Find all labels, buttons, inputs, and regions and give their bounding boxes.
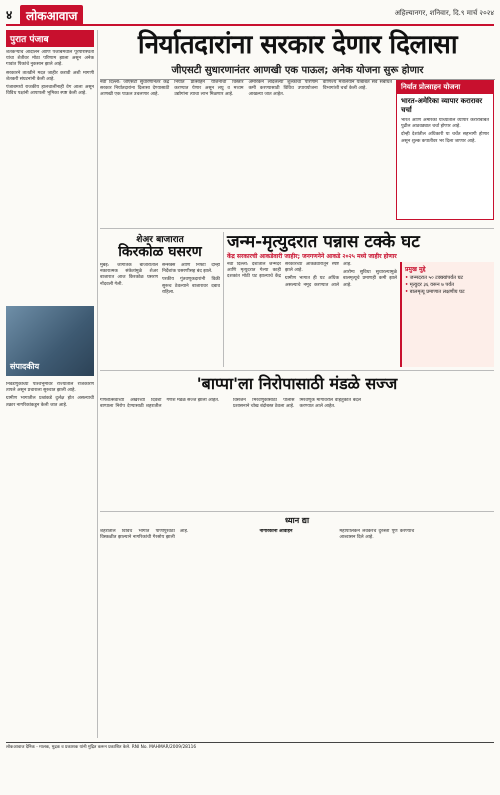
paragraph: निवडणुकीच्या पार्श्वभूमीवर राज्यातील राजकारण तापले असून प्रचाराला सुरुवात झाली आहे. [6,382,94,394]
key-figure-text: मृत्युदर ३६ वरून ७ पर्यंत [409,282,455,288]
photo-label: संपादकीय [10,362,40,371]
key-figures-box [400,262,494,367]
market-title: किरकोळ घसरण [118,244,202,260]
key-figure-item: • जन्मदरात ५० टक्क्यांपर्यंत घट [405,275,464,281]
imprint-footer [6,742,494,790]
right-box-kicker: निर्यात प्रोत्साहन योजना [397,81,493,94]
paragraph: भारत आणि अमेरिका यांच्यातील व्यापार कराराबाबत पुढील आठवड्यात चर्चा होणार आहे. [401,118,489,130]
lead-subheadline: जीएसटी सुधारणानंतर आणखी एक पाऊल; अनेक योजना सुरू होणार [100,62,495,80]
right-box-title: भारत-अमेरिका व्यापार करारावर चर्चा [401,97,483,114]
editorial-photo [6,306,94,376]
lower-story [100,515,494,737]
market-kicker: शेअर बाजारात [136,235,184,245]
paragraph: नवी दिल्ली: देशातील जन्मदर आणि मृत्युदरात गेल्या काही दशकांत मोठी घट झाल्याचे केंद्र सरकारच्या आकडेवारीतून स्पष्ट झाले आहे. [227,262,339,280]
paragraph: परकीय गुंतवणूकदारांनी विक्री सुरूच ठेवल्याने बाजारावर दबाव राहिला. [162,277,220,295]
left-article-body [6,50,94,300]
newspaper-logo: लोकआवाज [20,5,83,26]
bappa-body [100,398,494,508]
right-box-body [397,118,493,218]
paragraph: अमेरिकेने लादलेल्या शुल्कांचा परिणाम कमी करण्यासाठी विविध उपाययोजना आखल्या जात आहेत. [248,80,318,98]
column-divider [97,30,98,738]
lead-headline: निर्यातदारांना सरकार देणार दिलासा [137,30,458,60]
key-figure-item: • मृत्युदर ३६ वरून ७ पर्यंत [405,282,455,288]
section-divider [100,228,494,229]
key-figure-text: जन्मदरात ५० टक्क्यांपर्यंत घट [409,275,464,281]
section-divider [100,370,494,371]
key-figures-title: प्रमुख मुद्दे [405,266,426,273]
paragraph: ग्रामीण भागातील प्रश्नांकडे दुर्लक्ष होत असल्याची तक्रार नागरिकांकडून केली जात आहे. [6,396,94,408]
birth-death-subtitle: केंद्र सरकारची आकडेवारी जाहीर; जनगणनेने आकडे २०२५ मध्ये जाहीर होणार [227,253,397,260]
left-column [6,30,94,737]
imprint-text: लोकआवाज दैनिक - मालक, मुद्रक व प्रकाशक यांनी मुद्रित करून प्रकाशित केले. RNI No. MAHMAR/2009/28116 [6,745,197,750]
paragraph: गणेशोत्सवाच्या अखेरच्या दिवशी बाप्पाला निरोप देण्यासाठी शहरातील गणेश मंडळे सज्ज झाली आहेत. [100,398,220,410]
bappa-title: 'बाप्पा'ला निरोपासाठी मंडळे सज्ज [196,374,398,393]
page-number: ४ [6,8,13,22]
paragraph: वाणिज्य मंत्रालयाने याबाबत सर्व संबंधित विभागांशी चर्चा केली आहे. [322,80,392,92]
section-title: पुरात पंजाब [6,30,94,47]
column-divider [223,232,224,367]
key-figure-text: बालमृत्यू प्रमाणात लक्षणीय घट [409,289,465,295]
paragraph: आरोग्य सुविधा सुधारल्यामुळे बालमृत्यूचे प्रमाणही कमी झाले आहे. [343,270,397,288]
left-lower-body [6,382,94,752]
market-body [100,263,220,363]
paragraph: शेतकऱ्यांचे आंदोलन आणि पंजाबमधील पूरपरिस्थिती यांचा शेतीवर मोठा परिणाम झाला असून अनेक गावांत पिकांचे नुकसान झाले आहे. [6,50,94,68]
paragraph: सेन्सेक्स आणि निफ्टी दोन्ही निर्देशांक घसरणीसह बंद झाले. [162,263,220,275]
lead-article-body [100,80,392,225]
paragraph: ग्रामीण भागात ही घट अधिक असल्याचे नमूद करण्यात आले आहे. [285,262,352,288]
masthead [6,4,494,26]
paragraph: नवी दिल्ली: जीएसटी सुधारणांनंतर केंद्र सरकार निर्यातदारांना दिलासा देण्यासाठी आणखी एक पाऊल उचलणार आहे. [100,80,170,98]
paragraph: दोन्ही देशांतील अधिकारी या चर्चेत सहभागी होणार असून शुल्क कपातीवर भर दिला जाणार आहे. [401,132,489,144]
lower-story-body [100,529,494,734]
key-figure-item: • बालमृत्यू प्रमाणात लक्षणीय घट [405,289,465,295]
market-story [100,232,220,363]
section-divider [100,511,494,512]
birth-death-title: जन्म-मृत्युदरात पन्नास टक्के घट [227,232,420,252]
paragraph: मुंबई: जागतिक बाजारातील नकारात्मक संकेतांमुळे शेअर बाजारात आज किरकोळ घसरण नोंदवली गेली. [100,263,158,287]
paragraph: पंजाबमध्ये राजकीय हालचालींनाही वेग आला असून विविध पक्षांनी आपापली भूमिका स्पष्ट केली आहे. [6,85,94,97]
birth-death-story [227,232,494,260]
paragraph: विसर्जन मिरवणुकीसाठी पोलीस प्रशासनाने चोख बंदोबस्त ठेवला आहे. [233,398,295,410]
lower-story-subhead: नागरिकांना आवाहन [259,529,293,534]
dateline: अहिल्यानगर, शनिवार, दि.९ मार्च २०२४ [394,9,494,17]
right-box [396,80,494,220]
paragraph: सरकारने तातडीने मदत जाहीर करावी अशी मागणी शेतकरी संघटनांनी केली आहे. [6,70,94,82]
lower-story-title: ध्यान द्या [284,516,310,525]
paragraph: निर्यात प्रोत्साहन योजनांचा विस्तार करण्यात येणार असून लघु व मध्यम उद्योगांना त्याचा लाभ मिळणार आहे. [174,80,244,98]
paragraph: महापालिकेने लवकरच दुरुस्ती पूर्ण करण्याचे आश्वासन दिले आहे. [339,529,415,541]
paragraph: मिरवणूक मार्गावरील वाहतुकीत बदल करण्यात आले आहेत. [299,398,361,410]
paragraph: शहरातील विविध भागांत पाणीपुरवठा विस्कळीत झाल्याने नागरिकांची गैरसोय झाली आहे. [100,529,189,541]
birth-death-body [227,262,397,367]
